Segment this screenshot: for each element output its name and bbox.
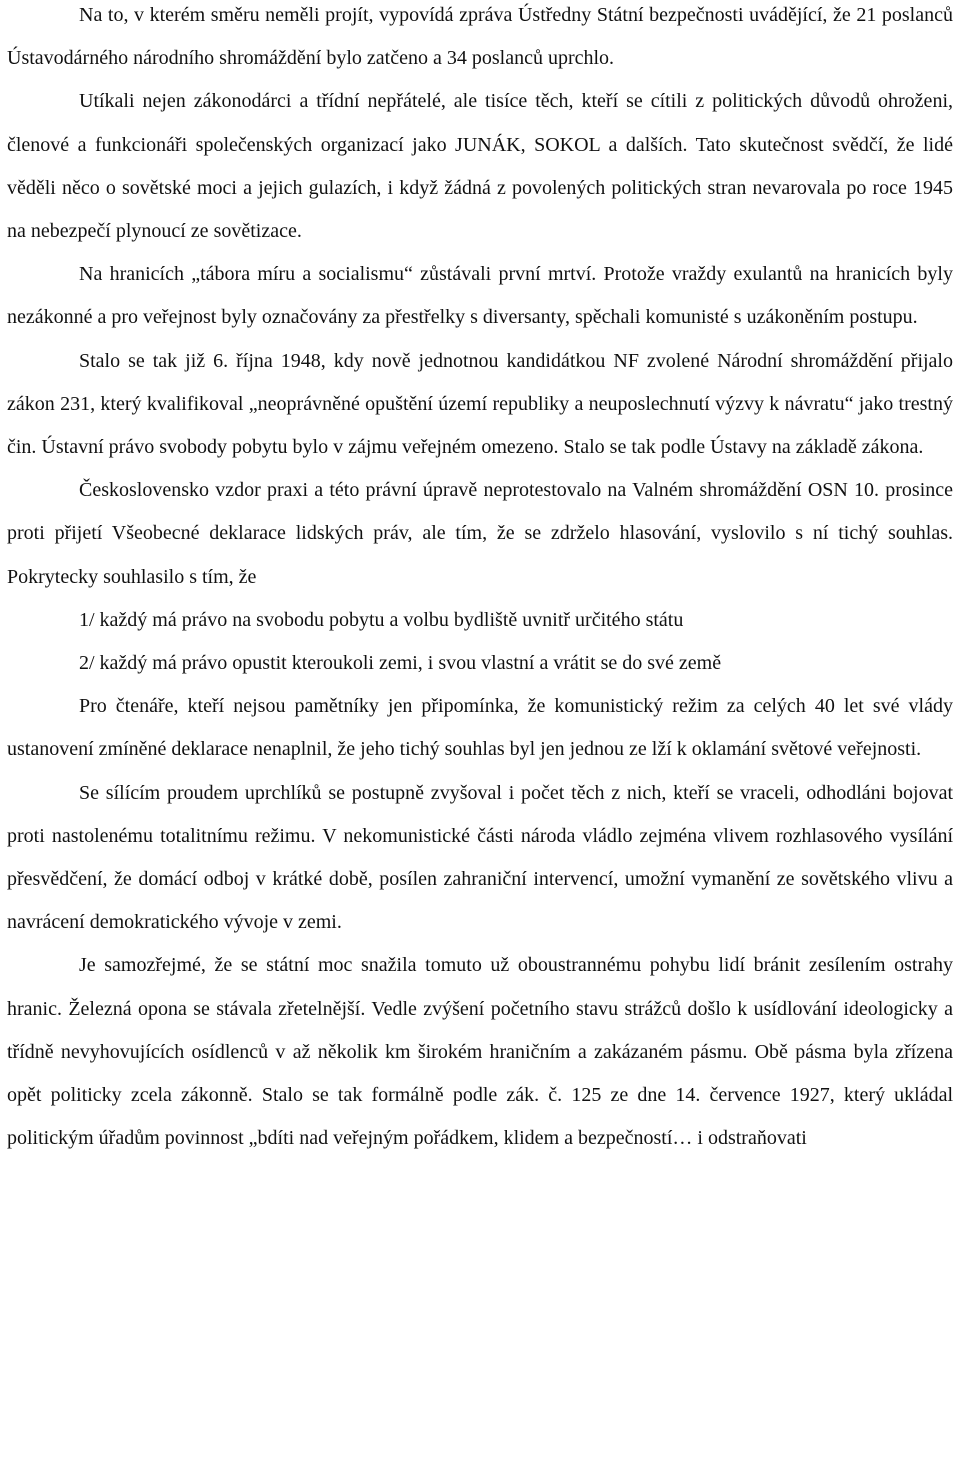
paragraph-2: Utíkali nejen zákonodárci a třídní nepřátelé, ale tisíce těch, kteří se cítili z politických důvodů ohroženi, členové a funkcionáři společenských organizací jako JUNÁK, SOKOL a dalších. Tato skutečnost svědčí, že lidé věděli něco o sovětské moci a jejich gulazích, i když žádná z povolených politických stran nevarovala po roce 1945 na nebezpečí plynoucí ze sovětizace. [7, 90, 953, 243]
paragraph-7: Se sílícím proudem uprchlíků se postupně zvyšoval i počet těch z nich, kteří se vraceli, odhodláni bojovat proti nastolenému totalitnímu režimu. V nekomunistické části národa vládlo zejména vlivem rozhlasového vysílání přesvědčení, že domácí odboj v krátké době, posílen zahraniční intervencí, umožní vymanění ze sovětského vlivu a navrácení demokratického vývoje v zemi. [7, 781, 953, 934]
paragraph-8: Je samozřejmé, že se státní moc snažila tomuto už oboustrannému pohybu lidí bránit zesílením ostrahy hranic. Železná opona se stávala zřetelnější. Vedle zvýšení početního stavu strážců došlo k usídlování ideologicky a třídně nevyhovujících osídlenců v až několik km širokém hraničním a zakázaném pásmu. Obě pásma byla zřízena opět politicky zcela zákonně. Stalo se tak formálně podle zák. č. 125 ze dne 14. července 1927, který ukládal politickým úřadům povinnost „bdíti nad veřejným pořádkem, klidem a bezpečností… i odstraňovati [7, 954, 953, 1150]
list-item-2: 2/ každý má právo opustit kteroukoli zemi, i svou vlastní a vrátit se do své země [79, 652, 722, 675]
list-item-1: 1/ každý má právo na svobodu pobytu a volbu bydliště uvnitř určitého státu [79, 608, 684, 631]
paragraph-6: Pro čtenáře, kteří nejsou pamětníky jen připomínka, že komunistický režim za celých 40 let své vlády ustanovení zmíněné deklarace nenaplnil, že jeho tichý souhlas byl jen jednou ze lží k oklamání světové veřejnosti. [7, 695, 953, 761]
paragraph-5: Československo vzdor praxi a této právní úpravě neprotestovalo na Valném shromáždění OSN 10. prosince proti přijetí Všeobecné deklarace lidských práv, ale tím, že se zdrželo hlasování, vyslovilo s ní tichý souhlas. Pokrytecky souhlasilo s tím, že [7, 479, 953, 588]
paragraph-4: Stalo se tak již 6. října 1948, kdy nově jednotnou kandidátkou NF zvolené Národní shromáždění přijalo zákon 231, který kvalifikoval „neoprávněné opuštění území republiky a neuposlechnutí výzvy k návratu“ jako trestný čin. Ústavní právo svobody pobytu bylo v zájmu veřejném omezeno. Stalo se tak podle Ústavy na základě zákona. [7, 349, 953, 459]
paragraph-3: Na hranicích „tábora míru a socialismu“ zůstávali první mrtví. Protože vraždy exulantů na hranicích byly nezákonné a pro veřejnost byly označovány za přestřelky s diversanty, spěchali komunisté s uzákoněním postupu. [7, 263, 953, 329]
paragraph-1: Na to, v kterém směru neměli projít, vypovídá zpráva Ústředny Státní bezpečnosti uvádějící, že 21 poslanců Ústavodárného národního shromáždění bylo zatčeno a 34 poslanců uprchlo. [7, 4, 953, 70]
